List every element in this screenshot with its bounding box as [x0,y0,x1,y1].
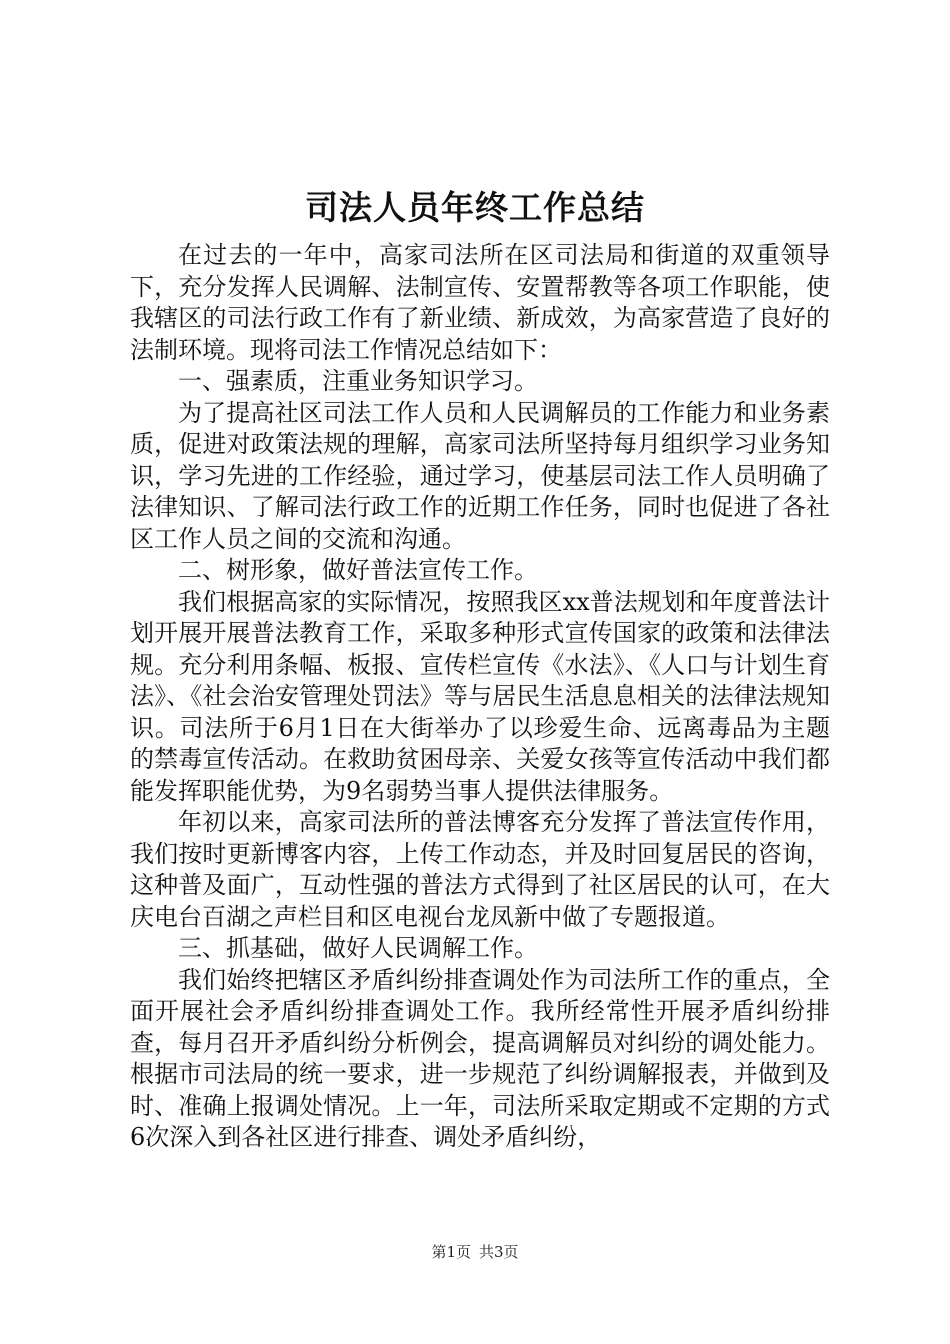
paragraph-blog: 年初以来，高家司法所的普法博客充分发挥了普法宣传作用，我们按时更新博客内容，上传工作动态，并及时回复居民的咨询，这种普及面广，互动性强的普法方式得到了社区居民的认可，在大庆电台百湖之声栏目和区电视台龙凤新中做了专题报道。 [130,808,830,931]
document-title: 司法人员年终工作总结 [305,188,645,227]
page-total: 共3页 [479,1243,519,1261]
page-number: 第1页 [431,1243,471,1261]
paragraph-study: 为了提高社区司法工作人员和人民调解员的工作能力和业务素质，促进对政策法规的理解，高家司法所坚持每月组织学习业务知识，学习先进的工作经验，通过学习，使基层司法工作人员明确了法律知识、了解司法行政工作的近期工作任务，同时也促进了各社区工作人员之间的交流和沟通。 [130,398,830,553]
page-footer [0,1242,950,1262]
paragraph-mediation: 我们始终把辖区矛盾纠纷排查调处作为司法所工作的重点，全面开展社会矛盾纠纷排查调处工作。我所经常性开展矛盾纠纷排查，每月召开矛盾纠纷分析例会，提高调解员对纠纷的调处能力。根据市司法局的统一要求，进一步规范了纠纷调解报表，并做到及时、准确上报调处情况。上一年，司法所采取定期或不定期的方式6次深入到各社区进行排查、调处矛盾纠纷， [130,965,830,1151]
paragraph-intro: 在过去的一年中，高家司法所在区司法局和街道的双重领导下，充分发挥人民调解、法制宣传、安置帮教等各项工作职能，使我辖区的司法行政工作有了新业绩、新成效，为高家营造了良好的法制环境。现将司法工作情况总结如下： [130,241,830,364]
section-heading-3: 三、抓基础，做好人民调解工作。 [178,934,538,962]
section-heading-2: 二、树形象，做好普法宣传工作。 [178,556,538,584]
document-body [130,240,830,1154]
section-heading-1: 一、强素质，注重业务知识学习。 [178,367,538,395]
paragraph-publicity: 我们根据高家的实际情况，按照我区xx普法规划和年度普法计划开展开展普法教育工作，采取多种形式宣传国家的政策和法律法规。充分利用条幅、板报、宣传栏宣传《水法》、《人口与计划生育法》、《社会治安管理处罚法》等与居民生活息息相关的法律法规知识。司法所于6月1日在大街举办了以珍爱生命、远离毒品为主题的禁毒宣传活动。在救助贫困母亲、关爱女孩等宣传活动中我们都能发挥职能优势，为9名弱势当事人提供法律服务。 [130,587,830,805]
